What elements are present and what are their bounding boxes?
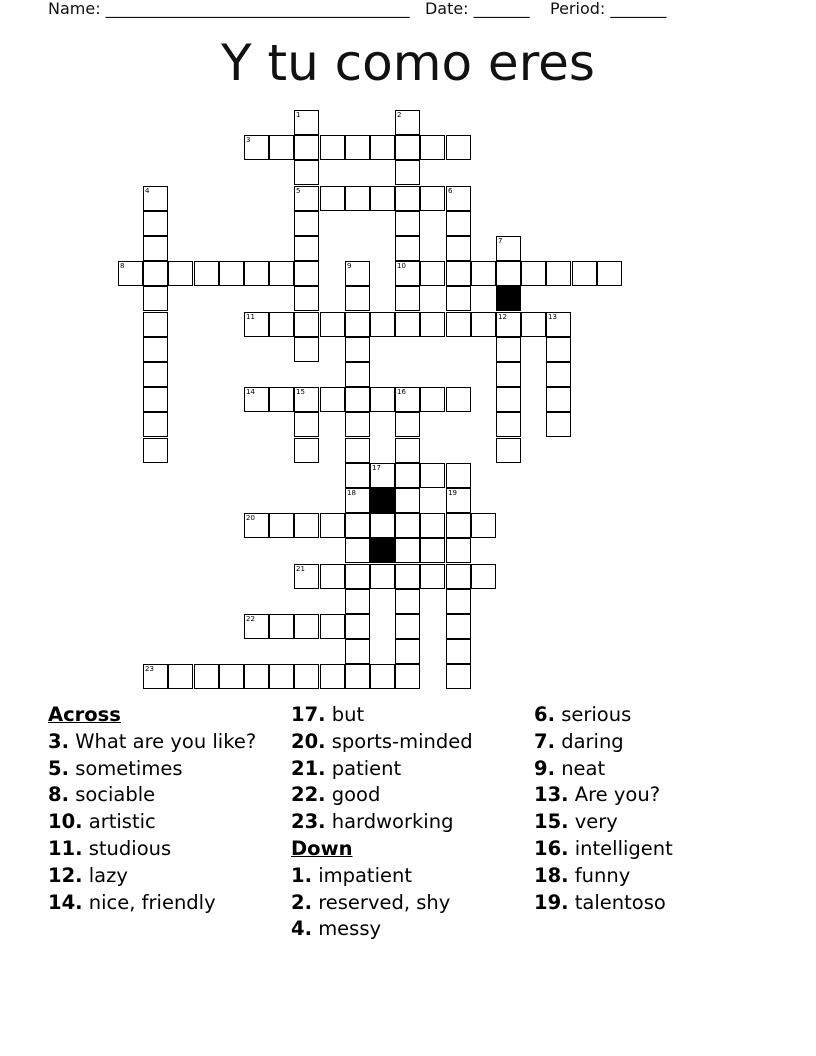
down-clue: 1. impatient xyxy=(291,863,412,887)
grid-cell[interactable] xyxy=(572,261,597,286)
clue-number: 21 xyxy=(296,565,305,573)
clue-number: 6 xyxy=(448,187,453,195)
grid-cell[interactable] xyxy=(370,513,395,538)
grid-cell[interactable] xyxy=(521,312,546,337)
clue-number: 15 xyxy=(296,388,305,396)
grid-cell[interactable] xyxy=(345,312,370,337)
grid-cell[interactable] xyxy=(345,614,370,639)
across-clue: 10. artistic xyxy=(48,810,156,834)
grid-cell[interactable] xyxy=(395,463,420,488)
grid-cell[interactable] xyxy=(395,110,420,135)
grid-cell[interactable] xyxy=(471,261,496,286)
grid-cell[interactable] xyxy=(294,135,319,160)
grid-cell[interactable] xyxy=(320,387,345,412)
grid-cell[interactable] xyxy=(496,261,521,286)
clue-number: 7 xyxy=(498,237,503,245)
grid-cell[interactable] xyxy=(446,387,471,412)
grid-cell[interactable] xyxy=(219,261,244,286)
grid-cell[interactable] xyxy=(118,261,143,286)
grid-cell[interactable] xyxy=(546,337,571,362)
grid-cell[interactable] xyxy=(294,110,319,135)
grid-cell[interactable] xyxy=(345,387,370,412)
grid-cell[interactable] xyxy=(395,261,420,286)
down-clue: 19. talentoso xyxy=(534,890,666,914)
grid-cell[interactable] xyxy=(370,387,395,412)
clue-number: 18 xyxy=(347,489,356,497)
grid-cell[interactable] xyxy=(446,614,471,639)
grid-cell[interactable] xyxy=(345,261,370,286)
grid-cell[interactable] xyxy=(345,337,370,362)
grid-cell[interactable] xyxy=(320,135,345,160)
grid-cell[interactable] xyxy=(597,261,622,286)
grid-cell[interactable] xyxy=(496,362,521,387)
grid-cell[interactable] xyxy=(521,261,546,286)
clue-number: 4 xyxy=(145,187,150,195)
grid-cell[interactable] xyxy=(420,135,445,160)
grid-cell[interactable] xyxy=(269,312,294,337)
clue-number: 17 xyxy=(372,464,381,472)
grid-cell[interactable] xyxy=(345,412,370,437)
puzzle-title: Y tu como eres xyxy=(221,34,595,92)
grid-cell[interactable] xyxy=(269,614,294,639)
grid-cell[interactable] xyxy=(471,564,496,589)
clue-number: 12 xyxy=(498,313,507,321)
grid-cell[interactable] xyxy=(546,362,571,387)
grid-cell[interactable] xyxy=(194,664,219,689)
grid-cell[interactable] xyxy=(345,362,370,387)
grid-cell[interactable] xyxy=(395,614,420,639)
clue-number: 10 xyxy=(397,262,406,270)
grid-cell[interactable] xyxy=(345,538,370,563)
grid-cell[interactable] xyxy=(143,312,168,337)
grid-cell[interactable] xyxy=(446,513,471,538)
grid-cell[interactable] xyxy=(546,261,571,286)
down-clue: 4. messy xyxy=(291,917,382,941)
across-clue: 20. sports-minded xyxy=(291,729,473,753)
grid-cell[interactable] xyxy=(420,564,445,589)
across-clue: 5. sometimes xyxy=(48,756,183,780)
grid-cell[interactable] xyxy=(320,664,345,689)
grid-cell[interactable] xyxy=(345,513,370,538)
across-clue: 12. lazy xyxy=(48,863,128,887)
grid-cell[interactable] xyxy=(420,463,445,488)
grid-cell[interactable] xyxy=(345,186,370,211)
grid-cell[interactable] xyxy=(244,614,269,639)
down-clue: 15. very xyxy=(534,810,618,834)
grid-cell[interactable] xyxy=(194,261,219,286)
grid-cell[interactable] xyxy=(395,589,420,614)
grid-cell[interactable] xyxy=(546,412,571,437)
grid-cell[interactable] xyxy=(320,564,345,589)
grid-cell[interactable] xyxy=(345,664,370,689)
grid-cell[interactable] xyxy=(320,312,345,337)
grid-cell[interactable] xyxy=(496,236,521,261)
grid-cell[interactable] xyxy=(420,513,445,538)
grid-cell[interactable] xyxy=(244,513,269,538)
grid-cell[interactable] xyxy=(395,412,420,437)
clues-column-2 xyxy=(291,702,526,943)
clue-number: 14 xyxy=(246,388,255,396)
grid-cell[interactable] xyxy=(420,387,445,412)
down-clue: 18. funny xyxy=(534,863,631,887)
grid-cell[interactable] xyxy=(345,639,370,664)
grid-cell[interactable] xyxy=(143,387,168,412)
clue-number: 5 xyxy=(296,187,301,195)
grid-cell[interactable] xyxy=(395,211,420,236)
grid-cell[interactable] xyxy=(294,387,319,412)
grid-cell[interactable] xyxy=(143,412,168,437)
grid-cell[interactable] xyxy=(345,488,370,513)
grid-cell[interactable] xyxy=(395,538,420,563)
grid-cell[interactable] xyxy=(320,614,345,639)
down-clue: 2. reserved, shy xyxy=(291,890,451,914)
grid-cell[interactable] xyxy=(395,312,420,337)
grid-cell[interactable] xyxy=(244,664,269,689)
grid-cell[interactable] xyxy=(471,312,496,337)
clue-number: 8 xyxy=(120,262,125,270)
grid-cell[interactable] xyxy=(370,664,395,689)
grid-cell[interactable] xyxy=(294,513,319,538)
grid-cell[interactable] xyxy=(370,135,395,160)
grid-cell[interactable] xyxy=(294,337,319,362)
grid-cell[interactable] xyxy=(143,664,168,689)
grid-cell[interactable] xyxy=(294,564,319,589)
grid-cell[interactable] xyxy=(395,160,420,185)
grid-cell[interactable] xyxy=(244,261,269,286)
grid-cell[interactable] xyxy=(420,186,445,211)
grid-cell[interactable] xyxy=(219,664,244,689)
across-clue: 21. patient xyxy=(291,756,402,780)
clue-number: 13 xyxy=(548,313,557,321)
across-clue: 11. studious xyxy=(48,836,172,860)
grid-cell[interactable] xyxy=(294,236,319,261)
clue-number: 23 xyxy=(145,665,154,673)
grid-cell[interactable] xyxy=(168,261,193,286)
grid-cell[interactable] xyxy=(446,564,471,589)
grid-cell[interactable] xyxy=(320,186,345,211)
across-clue: 3. What are you like? xyxy=(48,729,257,753)
grid-cell[interactable] xyxy=(143,261,168,286)
grid-cell[interactable] xyxy=(370,564,395,589)
grid-cell[interactable] xyxy=(496,312,521,337)
clue-number: 22 xyxy=(246,615,255,623)
clue-number: 9 xyxy=(347,262,352,270)
across-clue: 14. nice, friendly xyxy=(48,890,216,914)
grid-cell[interactable] xyxy=(395,639,420,664)
grid-cell[interactable] xyxy=(395,387,420,412)
grid-cell[interactable] xyxy=(320,513,345,538)
down-heading: Down xyxy=(291,836,353,860)
grid-cell[interactable] xyxy=(294,664,319,689)
grid-cell[interactable] xyxy=(546,312,571,337)
grid-cell[interactable] xyxy=(395,438,420,463)
across-clue: 23. hardworking xyxy=(291,810,454,834)
down-clue: 9. neat xyxy=(534,756,606,780)
grid-cell[interactable] xyxy=(446,639,471,664)
grid-cell[interactable] xyxy=(244,312,269,337)
grid-cell[interactable] xyxy=(446,236,471,261)
grid-cell[interactable] xyxy=(446,312,471,337)
clue-number: 19 xyxy=(448,489,457,497)
grid-cell[interactable] xyxy=(269,664,294,689)
grid-cell[interactable] xyxy=(345,589,370,614)
down-clue: 7. daring xyxy=(534,729,624,753)
clue-number: 20 xyxy=(246,514,255,522)
grid-cell[interactable] xyxy=(446,261,471,286)
name-date-period-line: Name: ______________________________________ Date: _______ Period: _______ xyxy=(48,0,667,18)
grid-cell[interactable] xyxy=(395,513,420,538)
grid-cell[interactable] xyxy=(446,463,471,488)
grid-cell[interactable] xyxy=(143,286,168,311)
grid-cell[interactable] xyxy=(345,564,370,589)
grid-cell[interactable] xyxy=(496,412,521,437)
across-clue: 8. sociable xyxy=(48,783,156,807)
grid-cell[interactable] xyxy=(345,286,370,311)
across-clue: 22. good xyxy=(291,783,381,807)
grid-cell[interactable] xyxy=(345,135,370,160)
down-clue: 16. intelligent xyxy=(534,836,673,860)
grid-cell[interactable] xyxy=(446,488,471,513)
grid-cell[interactable] xyxy=(395,236,420,261)
grid-cell[interactable] xyxy=(446,538,471,563)
grid-cell[interactable] xyxy=(143,211,168,236)
grid-cell[interactable] xyxy=(269,261,294,286)
grid-cell[interactable] xyxy=(446,135,471,160)
grid-cell[interactable] xyxy=(294,412,319,437)
grid-cell[interactable] xyxy=(395,135,420,160)
clue-number: 2 xyxy=(397,111,402,119)
grid-cell[interactable] xyxy=(143,438,168,463)
grid-cell[interactable] xyxy=(294,211,319,236)
grid-cell[interactable] xyxy=(294,160,319,185)
grid-cell[interactable] xyxy=(420,538,445,563)
grid-cell[interactable] xyxy=(143,236,168,261)
grid-cell[interactable] xyxy=(269,513,294,538)
grid-cell[interactable] xyxy=(244,135,269,160)
clue-number: 1 xyxy=(296,111,301,119)
grid-cell[interactable] xyxy=(294,614,319,639)
grid-cell[interactable] xyxy=(395,664,420,689)
grid-cell[interactable] xyxy=(395,488,420,513)
grid-cell[interactable] xyxy=(496,337,521,362)
grid-cell[interactable] xyxy=(446,589,471,614)
grid-cell[interactable] xyxy=(496,387,521,412)
grid-cell[interactable] xyxy=(244,387,269,412)
grid-cell[interactable] xyxy=(345,438,370,463)
grid-cell[interactable] xyxy=(370,463,395,488)
grid-cell[interactable] xyxy=(143,362,168,387)
grid-cell[interactable] xyxy=(420,312,445,337)
grid-cell[interactable] xyxy=(395,564,420,589)
grid-cell[interactable] xyxy=(370,186,395,211)
grid-cell[interactable] xyxy=(143,337,168,362)
grid-cell[interactable] xyxy=(143,186,168,211)
black-cell xyxy=(496,286,521,311)
grid-cell[interactable] xyxy=(446,211,471,236)
grid-cell[interactable] xyxy=(446,664,471,689)
grid-cell[interactable] xyxy=(370,312,395,337)
across-heading: Across xyxy=(48,703,121,726)
grid-cell[interactable] xyxy=(294,312,319,337)
grid-cell[interactable] xyxy=(345,463,370,488)
black-cell xyxy=(370,488,395,513)
clue-number: 16 xyxy=(397,388,406,396)
grid-cell[interactable] xyxy=(294,438,319,463)
grid-cell[interactable] xyxy=(496,438,521,463)
grid-cell[interactable] xyxy=(294,286,319,311)
grid-cell[interactable] xyxy=(446,186,471,211)
grid-cell[interactable] xyxy=(546,387,571,412)
grid-cell[interactable] xyxy=(269,135,294,160)
across-clue: 17. but xyxy=(291,703,365,726)
grid-cell[interactable] xyxy=(471,513,496,538)
grid-cell[interactable] xyxy=(168,664,193,689)
grid-cell[interactable] xyxy=(294,261,319,286)
grid-cell[interactable] xyxy=(395,286,420,311)
clue-number: 3 xyxy=(246,136,251,144)
clues-column-1 xyxy=(48,702,283,916)
down-clue: 13. Are you? xyxy=(534,783,661,807)
grid-cell[interactable] xyxy=(395,186,420,211)
grid-cell[interactable] xyxy=(269,387,294,412)
black-cell xyxy=(370,538,395,563)
clues-column-3 xyxy=(534,702,769,916)
clue-number: 11 xyxy=(246,313,255,321)
down-clue: 6. serious xyxy=(534,703,632,726)
grid-cell[interactable] xyxy=(294,186,319,211)
grid-cell[interactable] xyxy=(420,261,445,286)
grid-cell[interactable] xyxy=(446,286,471,311)
